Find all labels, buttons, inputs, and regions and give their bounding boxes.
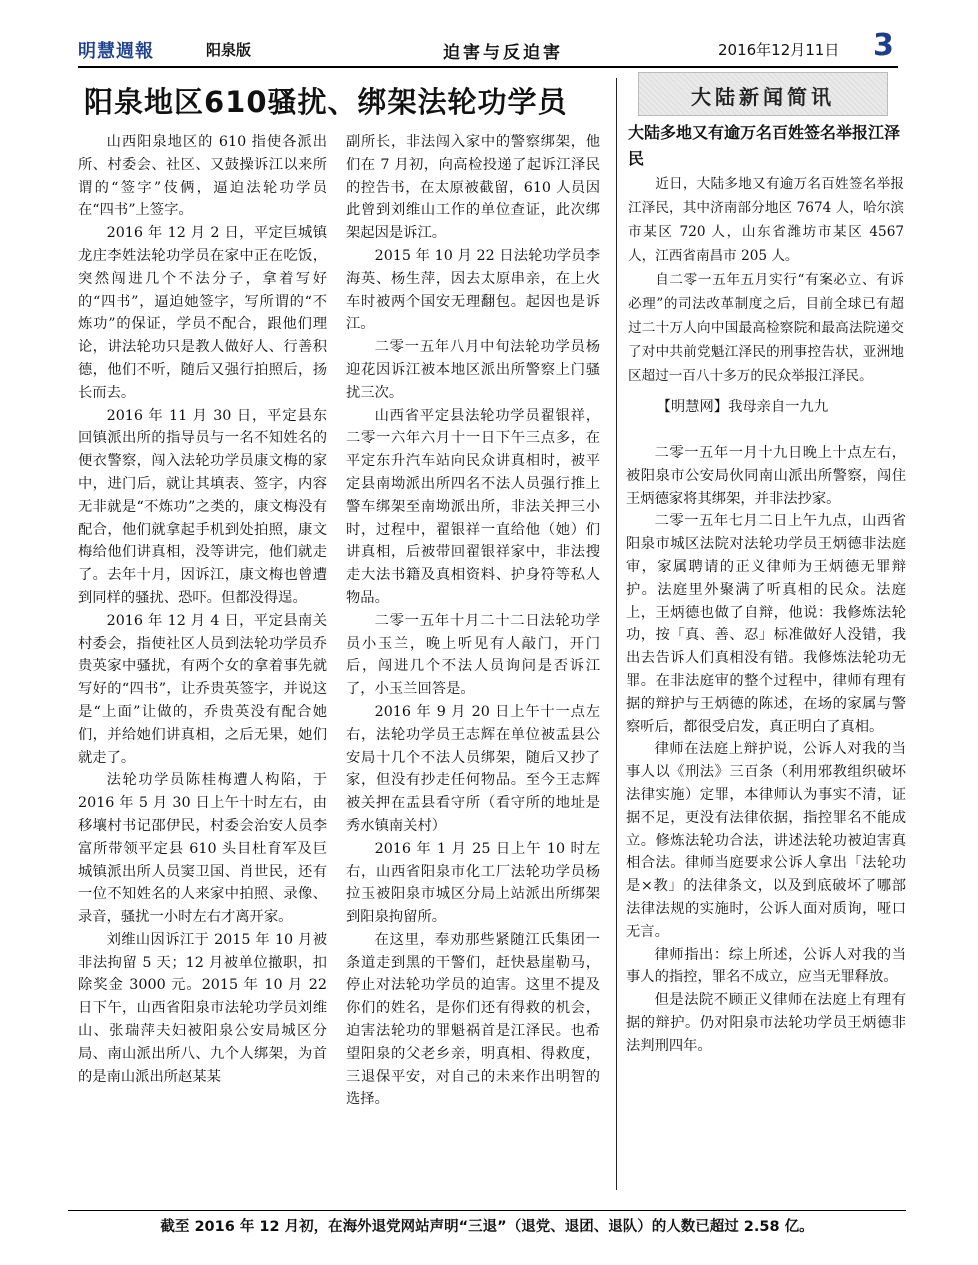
news-box-title (638, 72, 888, 116)
masthead-brand: 明慧週報 (78, 41, 154, 62)
paragraph: 2016 年 1 月 25 日上午 10 时左右，山西省阳泉市化工厂法轮功学员杨拉玉被阳泉市城区分局上站派出所绑架到阳泉拘留所。 (346, 840, 600, 926)
paragraph: 2016 年 9 月 20 日上午十一点左右，法轮功学员王志辉在单位被盂县公安局十几个不法人员绑架，随后又抄了家，但没有抄走任何物品。至今王志辉被关押在盂县看守所（看守所的地址是秀水镇南关村） (346, 703, 600, 834)
news-body (628, 172, 904, 388)
paragraph: 二零一五年七月二日上午九点，山西省阳泉市城区法院对法轮功学员王炳德非法庭审，家属聘请的正义律师为王炳德无罪辩护。法庭里外聚满了听真相的民众。法庭上，王炳德也做了自辩，他说：我修炼法轮功，按「真、善、忍」标准做好人没错，我出去告诉人们真相没有错。我修炼法轮功无罪。在非法庭审的整个过程中，律师有理有据的辩护与王炳德的陈述，在场的家属与警察听后，都很受启发，真正明白了真相。 (626, 513, 906, 735)
paragraph: 副所长，非法闯入家中的警察绑架，他们在 7 月初，向高检投递了起诉江泽民的控告书，在太原被截留，610 人员因此曾到刘维山工作的单位查证，此次绑架起因是诉江。 (346, 134, 600, 242)
page-number: 3 (873, 28, 894, 63)
article-column-1 (78, 131, 327, 1088)
footer-notice: 截至 2016 年 12 月初，在海外退党网站声明“三退”（退党、退团、退队）的人数已超过 2.58 亿。 (160, 1219, 814, 1235)
paragraph: 刘维山因诉江于 2015 年 10 月被非法拘留 5 天；12 月被单位撤职，扣除奖金 3000 元。2015 年 10 月 22 日下午，山西省阳泉市法轮功学员刘维山、张瑞萍夫妇被阳泉公安局城区分局、南山派出所八、九个人绑架，为首的是南山派出所赵某某 (78, 931, 327, 1085)
footer-rule (68, 1210, 906, 1211)
paragraph: 二零一五年十月二十二日法轮功学员小玉兰，晚上听见有人敲门，开门后，闯进几个不法人员询问是否诉江了，小玉兰回答是。 (346, 612, 600, 698)
paragraph: 山西省平定县法轮功学员翟银祥，二零一六年六月十一日下午三点多，在平定东升汽车站向民众讲真相时，被平定县南坳派出所四名不法人员强行推上警车绑架至南坳派出所，非法关押三小时，过程中，翟银祥一直给他（她）们讲真相，后被带回翟银祥家中，非法搜走大法书籍及真相资料、护身符等私人物品。 (346, 407, 600, 606)
column-divider (616, 78, 617, 1190)
news-headline: 大陆多地又有逾万名百姓签名举报江泽民 (628, 123, 901, 168)
story-column (626, 442, 906, 1058)
article-headline: 阳泉地区610骚扰、绑架法轮功学员 (84, 85, 568, 119)
paragraph: 但是法院不顾正义律师在法庭上有理有据的辩护。仍对阳泉市法轮功学员王炳德非法判刑四年。 (626, 992, 906, 1054)
issue-date: 2016年12月11日 (718, 41, 840, 59)
edition-label: 阳泉版 (206, 41, 252, 59)
paragraph: 在这里，奉劝那些紧随江氏集团一条道走到黑的干警们，赶快悬崖勒马，停止对法轮功学员的迫害。这里不提及你们的姓名，是你们还有得救的机会，迫害法轮功的罪魁祸首是江泽民。也希望阳泉的父老乡亲，明真相、得救度，三退保平安，对自己的未来作出明智的选择。 (346, 931, 600, 1108)
section-title: 迫害与反迫害 (443, 43, 563, 63)
paragraph: 二零一五年一月十九日晚上十点左右，被阳泉市公安局伙同南山派出所警察，闯住王炳德家将其绑架，并非法抄家。 (626, 445, 906, 507)
article-column-2 (346, 131, 600, 1111)
paragraph: 自二零一五年五月实行“有案必立、有诉必理”的司法改革制度之后，目前全球已有超过二十万人向中国最高检察院和最高法院递交了对中共前党魁江泽民的刑事控告状，亚洲地区超过一百八十多万的民众举报江泽民。 (628, 272, 904, 384)
paragraph: 律师指出：综上所述，公诉人对我的当事人的指控，罪名不成立，应当无罪释放。 (626, 946, 906, 986)
paragraph: 2016 年 12 月 2 日，平定巨城镇龙庄李姓法轮功学员在家中正在吃饭，突然闯进几个不法分子，拿着写好的“四书”，逼迫她签字，写所谓的“不炼功”的保证，学员不配合，跟他们理论，讲法轮功只是教人做好人、行善积德，他们不听，随后又强行拍照后，扬长而去。 (78, 225, 327, 401)
paragraph: 2015 年 10 月 22 日法轮功学员李海英、杨生萍，因去太原串亲，在上火车时被两个国安无理翻包。起因也是诉江。 (346, 247, 600, 333)
story-lead: 【明慧网】我母亲自一九九 (656, 399, 829, 415)
paragraph: 山西阳泉地区的 610 指使各派出所、村委会、社区、又鼓操诉江以来所谓的“签字”伎俩，逼迫法轮功学员在“四书”上签字。 (78, 134, 327, 219)
paragraph: 律师在法庭上辩护说，公诉人对我的当事人以《刑法》三百条（利用邪教组织破坏法律实施）定罪，本律师认为事实不清，证据不足，更没有法律依据，指控罪名不能成立。修炼法轮功合法，讲述法轮功被迫害真相合法。律师当庭要求公诉人拿出「法轮功是×教」的法律条文，以及到底破坏了哪部法律法规的实施时，公诉人面对质询，哑口无言。 (626, 741, 906, 940)
paragraph: 近日，大陆多地又有逾万名百姓签名举报江泽民，其中济南部分地区 7674 人，哈尔滨市某区 720 人，山东省潍坊市某区 4567 人，江西省南昌市 205 人。 (628, 176, 904, 264)
paragraph: 2016 年 11 月 30 日，平定县东回镇派出所的指导员与一名不知姓名的便衣警察，闯入法轮功学员康文梅的家中，进门后，就让其填表、签字，内容无非就是“不炼功”之类的，康文梅没有配合，他们就拿起手机到处拍照，康文梅给他们讲真相，没等讲完，他们就走了。去年十月，因诉江，康文梅也曾遭到同样的骚扰、恐吓。但都没得逞。 (78, 407, 327, 606)
paragraph: 二零一五年八月中旬法轮功学员杨迎花因诉江被本地区派出所警察上门骚扰三次。 (346, 339, 600, 401)
paragraph: 2016 年 12 月 4 日，平定县南关村委会，指使社区人员到法轮功学员乔贵英家中骚扰，有两个女的拿着事先就写好的“四书”，让乔贵英签字，并说这是“上面”让做的，乔贵英没有配合她们，并给她们讲真相，之后无果，她们就走了。 (78, 612, 327, 766)
page-header (78, 28, 898, 64)
news-box-title-text: 大陆新闻简讯 (691, 85, 835, 109)
header-rule (78, 66, 898, 68)
paragraph: 法轮功学员陈桂梅遭人构陷，于 2016 年 5 月 30 日上午十时左右，由移壤村书记邵伊民，村委会治安人员李富所带领平定县 610 头目杜育军及巨城镇派出所人员窦卫国、肖世民，还有一位不知姓名的人来家中拍照、录像、录音，骚扰一小时左右才离开家。 (78, 772, 327, 926)
